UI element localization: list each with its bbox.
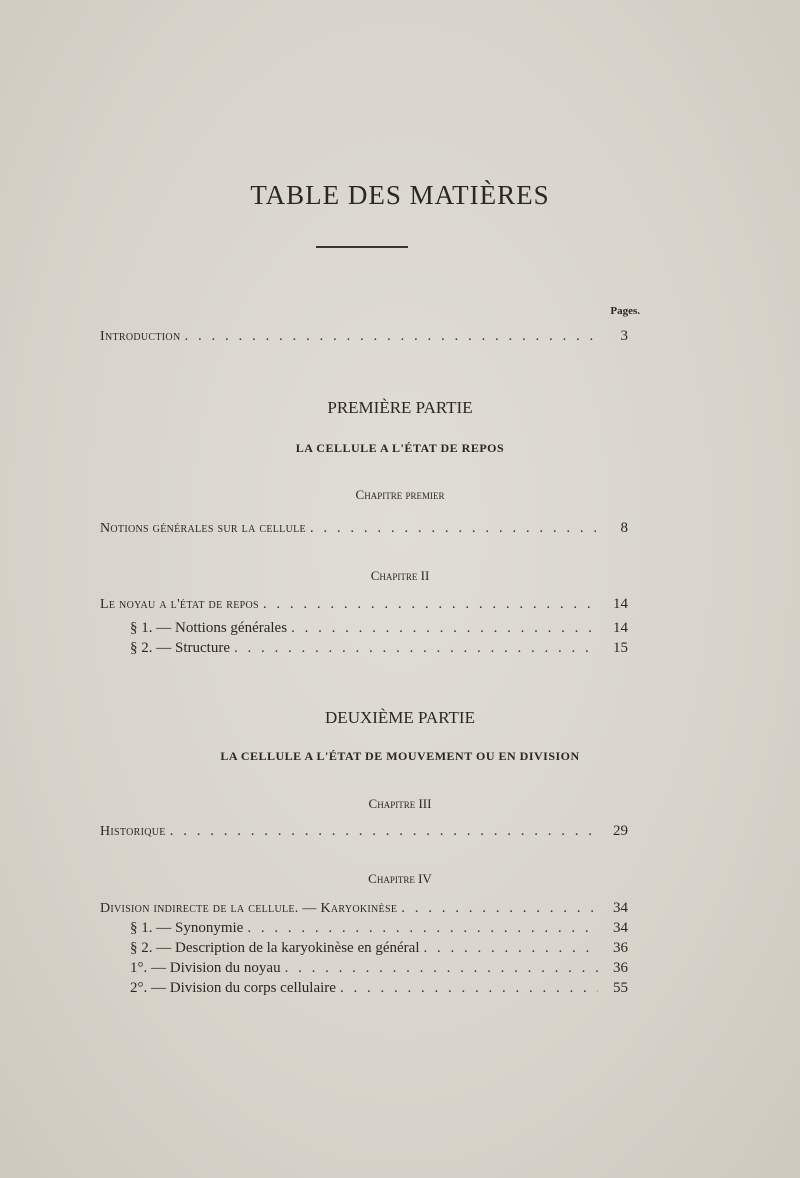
toc-entry-page: 55 <box>613 980 628 996</box>
toc-entry-page: 15 <box>613 640 628 656</box>
dot-leader <box>401 900 598 917</box>
toc-entry-noyau-repos <box>100 596 628 613</box>
toc-entry-page: 34 <box>613 920 628 936</box>
toc-entry-page: 36 <box>613 940 628 956</box>
title-rule <box>316 246 408 248</box>
toc-entry-page: 14 <box>613 620 628 636</box>
toc-entry-page: 3 <box>620 328 628 344</box>
toc-entry-page: 8 <box>620 520 628 536</box>
toc-entry-label: Notions générales sur la cellule <box>100 521 306 536</box>
dot-leader <box>285 960 598 977</box>
toc-entry-division-corps-cellulaire <box>130 980 628 997</box>
toc-entry-page: 29 <box>613 823 628 839</box>
chapter2-heading: Chapitre II <box>370 568 430 583</box>
dot-leader <box>263 596 598 613</box>
toc-entry-nottions-generales <box>130 620 628 637</box>
toc-entry-label: Introduction <box>100 329 181 344</box>
chapter3-heading: Chapitre III <box>368 796 432 811</box>
toc-entry-division-noyau <box>130 960 628 977</box>
page-title: TABLE DES MATIÈRES <box>250 180 550 210</box>
dot-leader <box>184 328 598 345</box>
toc-entry-page: 34 <box>613 900 628 916</box>
toc-entry-label: 2°. — Division du corps cellulaire <box>130 980 336 996</box>
toc-entry-description-karyokinese <box>130 940 628 957</box>
toc-entry-historique <box>100 823 628 840</box>
part1-title: PREMIÈRE PARTIE <box>327 398 473 417</box>
toc-entry-notions-generales <box>100 520 628 537</box>
pages-column-label: Pages. <box>610 305 640 317</box>
toc-entry-label: 1°. — Division du noyau <box>130 960 281 976</box>
toc-entry-label: Division indirecte de la cellule. — Karyokinèse <box>100 901 398 916</box>
toc-entry-division-indirecte <box>100 900 628 917</box>
part2-title: DEUXIÈME PARTIE <box>325 708 475 727</box>
part1-subtitle: LA CELLULE A L'ÉTAT DE REPOS <box>295 441 505 455</box>
toc-entry-introduction <box>100 328 628 345</box>
toc-entry-label: § 1. — Nottions générales <box>130 620 288 636</box>
toc-entry-synonymie <box>130 920 628 937</box>
toc-entry-label: Historique <box>100 824 166 839</box>
part2-subtitle: LA CELLULE A L'ÉTAT DE MOUVEMENT OU EN DIVISION <box>220 749 580 763</box>
dot-leader <box>291 620 598 637</box>
toc-entry-label: Le noyau a l'état de repos <box>100 597 259 612</box>
toc-entry-label: § 2. — Structure <box>130 640 230 656</box>
chapter1-heading: Chapitre premier <box>355 487 445 502</box>
dot-leader <box>247 920 598 937</box>
dot-leader <box>423 940 598 957</box>
dot-leader <box>170 823 598 840</box>
toc-entry-label: § 2. — Description de la karyokinèse en général <box>130 940 420 956</box>
dot-leader <box>234 640 598 657</box>
toc-entry-label: § 1. — Synonymie <box>130 920 244 936</box>
dot-leader <box>340 980 598 997</box>
toc-entry-structure <box>130 640 628 657</box>
dot-leader <box>310 520 598 537</box>
toc-entry-page: 36 <box>613 960 628 976</box>
toc-entry-page: 14 <box>613 596 628 612</box>
chapter4-heading: Chapitre IV <box>368 871 432 886</box>
